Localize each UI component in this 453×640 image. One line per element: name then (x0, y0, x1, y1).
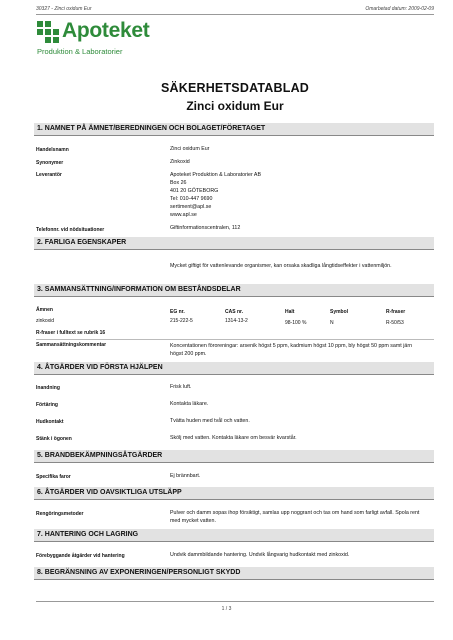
value-hudkontakt: Tvätta huden med tvål och vatten. (170, 418, 250, 424)
apoteket-cross-icon (37, 21, 59, 43)
header-revision-date: Omarbetad datum: 2009-02-09 (365, 6, 434, 12)
leverantor-line: Tel: 010-447 9690 (170, 196, 213, 203)
label-hudkontakt: Hudkontakt (36, 419, 64, 425)
cell-cas-nr: 1314-13-2 (225, 318, 248, 324)
label-forebyggande-atgarder: Förebyggande åtgärder vid hantering (36, 553, 125, 559)
title-main: SÄKERHETSDATABLAD (160, 81, 310, 95)
logo-subtitle: Produktion & Laboratorier (37, 47, 123, 56)
section-3-heading: 3. SAMMANSÄTTNING/INFORMATION OM BESTÅNDSDELAR (34, 284, 434, 297)
page-number: 1 / 3 (221, 606, 232, 612)
leverantor-line: Box 26 (170, 180, 187, 187)
section-7-heading: 7. HANTERING OCH LAGRING (34, 529, 434, 542)
title-product: Zinci oxidum Eur (186, 99, 284, 113)
section-8-heading: 8. BEGRÄNSNING AV EXPONERINGEN/PERSONLIGT SKYDD (34, 567, 434, 580)
label-synonymer: Synonymer (36, 160, 64, 166)
section-6-heading: 6. ÅTGÄRDER VID OAVSIKTLIGA UTSLÄPP (34, 487, 434, 500)
cell-halt: 98-100 % (285, 320, 307, 326)
value-forebyggande-atgarder: Undvik dammbildande hantering. Undvik långvarig hudkontakt med zinkoxid. (170, 552, 350, 558)
section-5-heading: 5. BRANDBEKÄMPNINGSÅTGÄRDER (34, 450, 434, 463)
value-fortaring: Kontakta läkare. (170, 401, 209, 407)
col-header-cas-nr: CAS nr. (225, 309, 244, 315)
value-handelsnamn: Zinci oxidum Eur (170, 146, 210, 152)
value-farliga-egenskaper: Mycket giftigt för vattenlevande organismer, kan orsaka skadliga långtidseffekter i vattenmiljön. (170, 263, 392, 269)
label-fortaring: Förtäring (36, 402, 58, 408)
value-specifika-faror: Ej brännbart. (170, 473, 201, 479)
label-leverantor: Leverantör (36, 172, 62, 178)
label-telefon: Telefonnr. vid nödsituationer (36, 227, 105, 233)
document-title (36, 81, 434, 113)
col-header-halt: Halt (285, 309, 295, 315)
value-synonymer: Zinkoxid (170, 159, 190, 165)
leverantor-line: 401 20 GÖTEBORG (170, 188, 219, 195)
footer-divider (36, 601, 434, 602)
col-header-amnen: Ämnen (36, 307, 53, 313)
header-document-id: 30327 - Zinci oxidum Eur (36, 6, 92, 12)
label-specifika-faror: Specifika faror (36, 474, 71, 480)
header-divider (36, 14, 434, 15)
value-sammansattningskommentar: Koncentationen föroreningar: arsenik högst 5 ppm, kadmium högst 10 ppm, bly högst 50 ppm samt järn högst 200 ppm. (170, 343, 413, 358)
cell-amne: zinkoxid (36, 318, 55, 324)
label-stank-i-ogonen: Stänk i ögonen (36, 436, 72, 442)
col-header-symbol: Symbol (330, 309, 349, 315)
row-divider (36, 339, 434, 340)
leverantor-line: www.apl.se (170, 212, 197, 219)
value-leverantor (170, 171, 261, 220)
leverantor-line: sertiment@apl.se (170, 204, 212, 211)
label-rengoringsmetoder: Rengöringsmetoder (36, 511, 84, 517)
value-inandning: Frisk luft. (170, 384, 192, 390)
value-telefon: Giftinformationscentralen, 112 (170, 225, 241, 231)
cell-symbol: N (330, 320, 334, 326)
value-stank-i-ogonen: Skölj med vatten. Kontakta läkare om besvär kvarstår. (170, 435, 297, 441)
section-4-heading: 4. ÅTGÄRDER VID FÖRSTA HJÄLPEN (34, 362, 434, 375)
col-header-r-fraser: R-fraser (386, 309, 406, 315)
cell-eg-nr: 215-222-5 (170, 318, 193, 324)
logo-brand-name: Apoteket (62, 19, 150, 42)
section-2-heading: 2. FARLIGA EGENSKAPER (34, 237, 434, 250)
label-inandning: Inandning (36, 385, 60, 391)
label-sammansattningskommentar: Sammansättningskommentar (36, 342, 107, 348)
label-rfraser-fulltext: R-fraser i fulltext se rubrik 16 (36, 330, 106, 336)
value-rengoringsmetoder: Pulver och damm sopas ihop försiktigt, samlas upp noggrant och tas om hand som farligt avfall. Spola rent med mycket vatten. (170, 510, 420, 525)
apoteket-logo (37, 20, 177, 76)
col-header-eg-nr: EG nr. (170, 309, 185, 315)
section-1-heading: 1. NAMNET PÅ ÄMNET/BEREDNINGEN OCH BOLAGET/FÖRETAGET (34, 123, 434, 136)
cell-r-fraser: R-50/53 (386, 320, 404, 326)
leverantor-line: Apoteket Produktion & Laboratorier AB (170, 172, 261, 178)
label-handelsnamn: Handelsnamn (36, 147, 69, 153)
